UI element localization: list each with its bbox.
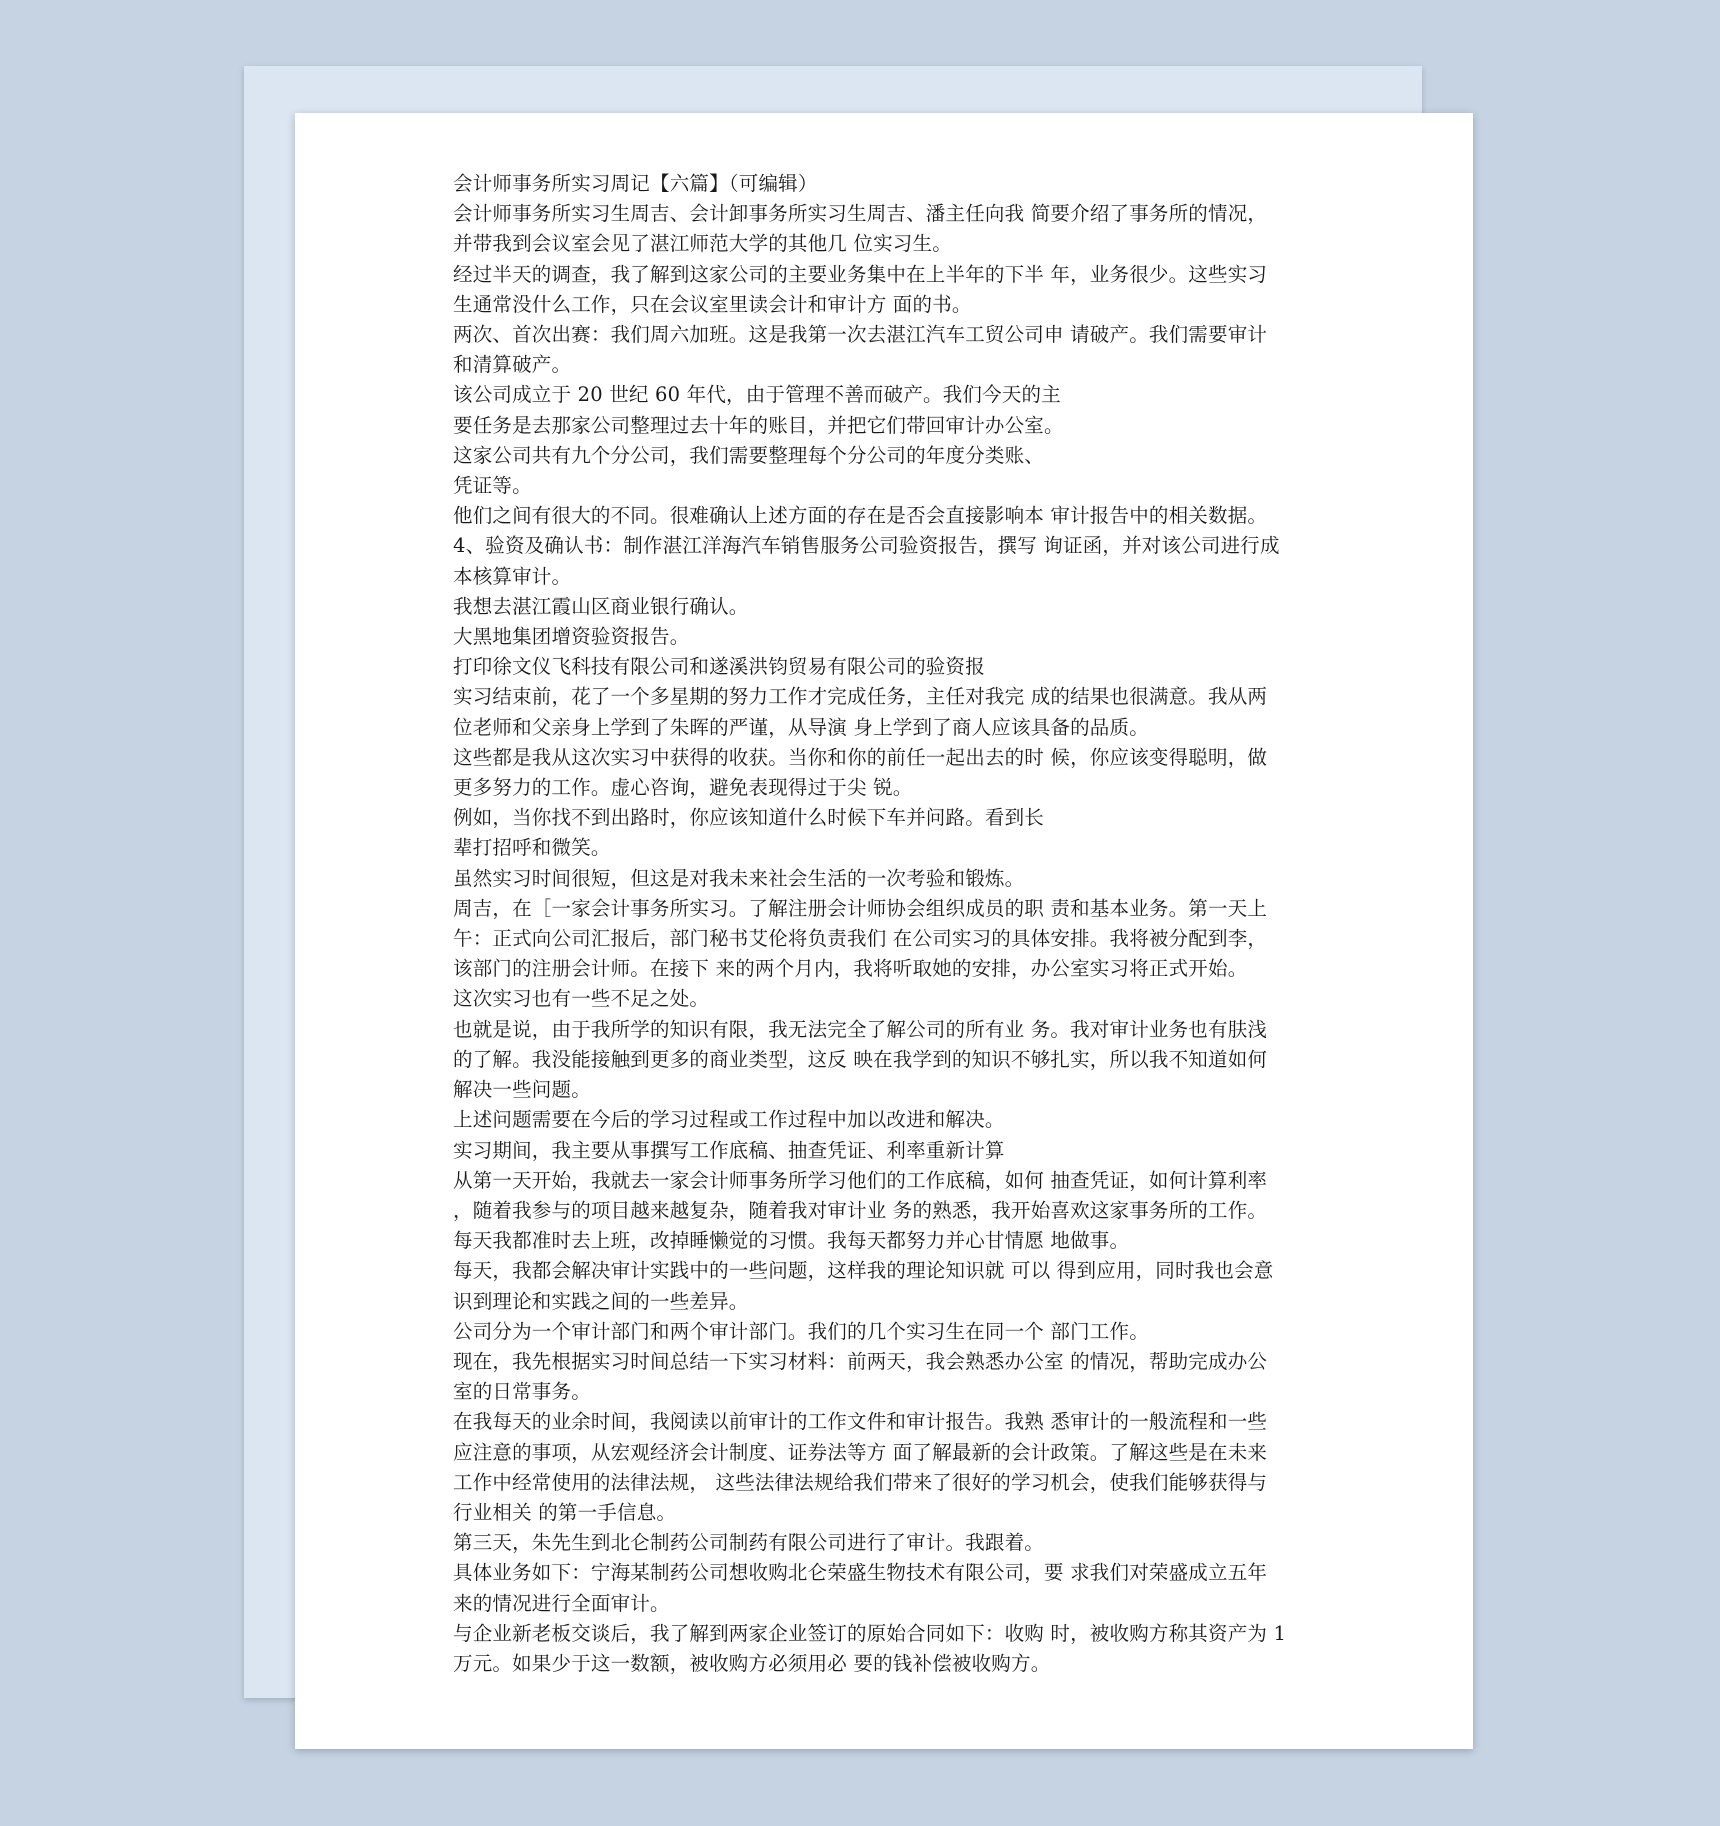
document-line: 本核算审计。	[453, 564, 572, 588]
document-line: 大黑地集团增资验资报告。	[453, 625, 690, 649]
document-line: 打印徐文仪飞科技有限公司和遂溪洪钧贸易有限公司的验资报	[453, 655, 985, 679]
document-line: 每天，我都会解决审计实践中的一些问题，这样我的理论知识就 可以 得到应用，同时我也会意	[453, 1259, 1274, 1283]
document-line: 该部门的注册会计师。在接下 来的两个月内，我将听取她的安排，办公室实习将正式开始。	[453, 957, 1248, 981]
document-line: 更多努力的工作。虚心咨询，避免表现得过于尖 锐。	[453, 776, 913, 800]
document-line: 4、验资及确认书：制作湛江洋海汽车销售服务公司验资报告，撰写 询证函，并对该公司进行成	[453, 534, 1280, 558]
document-line: 午：正式向公司汇报后，部门秘书艾伦将负责我们 在公司实习的具体安排。我将被分配到李，	[453, 927, 1268, 951]
document-line: 的了解。我没能接触到更多的商业类型，这反 映在我学到的知识不够扎实，所以我不知道如何	[453, 1047, 1268, 1071]
document-line: 这家公司共有九个分公司，我们需要整理每个分公司的年度分类账、	[453, 443, 1045, 467]
document-line: 公司分为一个审计部门和两个审计部门。我们的几个实习生在同一个 部门工作。	[453, 1319, 1149, 1343]
document-line: 实习期间，我主要从事撰写工作底稿、抽查凭证、利率重新计算	[453, 1138, 1005, 1162]
document-line: 具体业务如下：宁海某制药公司想收购北仑荣盛生物技术有限公司，要 求我们对荣盛成立五年	[453, 1561, 1268, 1585]
document-line: 要任务是去那家公司整理过去十年的账目，并把它们带回审计办公室。	[453, 413, 1064, 437]
document-line: 这次实习也有一些不足之处。	[453, 987, 710, 1011]
document-line: 在我每天的业余时间，我阅读以前审计的工作文件和审计报告。我熟 悉审计的一般流程和一些	[453, 1410, 1268, 1434]
document-line: 和清算破产。	[453, 353, 572, 377]
document-line: 实习结束前，花了一个多星期的努力工作才完成任务，主任对我完 成的结果也很满意。我从两	[453, 685, 1268, 709]
document-line: 该公司成立于 20 世纪 60 年代，由于管理不善而破产。我们今天的主	[453, 383, 1061, 407]
document-line: 辈打招呼和微笑。	[453, 836, 611, 860]
document-line: 上述问题需要在今后的学习过程或工作过程中加以改进和解决。	[453, 1108, 1005, 1132]
document-line: 解决一些问题。	[453, 1078, 591, 1102]
document-page	[295, 113, 1473, 1749]
document-line: 每天我都准时去上班，改掉睡懒觉的习惯。我每天都努力并心甘情愿 地做事。	[453, 1229, 1130, 1253]
document-line: 行业相关 的第一手信息。	[453, 1500, 677, 1524]
document-line: 生通常没什么工作，只在会议室里读会计和审计方 面的书。	[453, 292, 972, 316]
document-line: 周吉，在［一家会计事务所实习。了解注册会计师协会组织成员的职 责和基本业务。第一天上	[453, 896, 1268, 920]
document-body	[453, 169, 1313, 1679]
document-line: 位老师和父亲身上学到了朱晖的严谨，从导演 身上学到了商人应该具备的品质。	[453, 715, 1149, 739]
document-line: 会计师事务所实习生周吉、会计卸事务所实习生周吉、潘主任向我 简要介绍了事务所的情况，	[453, 202, 1268, 226]
document-line: 从第一天开始，我就去一家会计师事务所学习他们的工作底稿，如何 抽查凭证，如何计算利率	[453, 1168, 1268, 1192]
document-line: 来的情况进行全面审计。	[453, 1591, 670, 1615]
document-line: 我想去湛江霞山区商业银行确认。	[453, 594, 749, 618]
document-line: 这些都是我从这次实习中获得的收获。当你和你的前任一起出去的时 候，你应该变得聪明，做	[453, 745, 1268, 769]
document-line: 也就是说，由于我所学的知识有限，我无法完全了解公司的所有业 务。我对审计业务也有肤浅	[453, 1017, 1268, 1041]
document-line: 工作中经常使用的法律法规， 这些法律法规给我们带来了很好的学习机会，使我们能够获得与	[453, 1470, 1268, 1494]
document-line: 第三天，朱先生到北仑制药公司制药有限公司进行了审计。我跟着。	[453, 1531, 1045, 1555]
document-line: 应注意的事项，从宏观经济会计制度、证券法等方 面了解最新的会计政策。了解这些是在未来	[453, 1440, 1268, 1464]
document-line: 室的日常事务。	[453, 1380, 591, 1404]
document-line: 两次、首次出赛：我们周六加班。这是我第一次去湛江汽车工贸公司申 请破产。我们需要审计	[453, 323, 1268, 347]
document-line: 万元。如果少于这一数额，被收购方必须用必 要的钱补偿被收购方。	[453, 1651, 1051, 1675]
document-line: 例如，当你找不到出路时，你应该知道什么时候下车并问路。看到长	[453, 806, 1045, 830]
document-line: 他们之间有很大的不同。很难确认上述方面的存在是否会直接影响本 审计报告中的相关数据。	[453, 504, 1268, 528]
document-line: 凭证等。	[453, 474, 532, 498]
document-line: 与企业新老板交谈后，我了解到两家企业签订的原始合同如下：收购 时，被收购方称其资产为 1	[453, 1621, 1287, 1645]
document-line: 经过半天的调查，我了解到这家公司的主要业务集中在上半年的下半 年，业务很少。这些实习	[453, 262, 1268, 286]
document-line: 识到理论和实践之间的一些差异。	[453, 1289, 749, 1313]
document-line: ，随着我参与的项目越来越复杂，随着我对审计业 务的熟悉，我开始喜欢这家事务所的工作。	[453, 1198, 1268, 1222]
document-line: 并带我到会议室会见了湛江师范大学的其他几 位实习生。	[453, 232, 952, 256]
document-line: 现在，我先根据实习时间总结一下实习材料：前两天，我会熟悉办公室 的情况，帮助完成办公	[453, 1349, 1268, 1373]
document-line: 虽然实习时间很短，但这是对我未来社会生活的一次考验和锻炼。	[453, 866, 1025, 890]
document-title: 会计师事务所实习周记【六篇】（可编辑）	[453, 172, 818, 195]
